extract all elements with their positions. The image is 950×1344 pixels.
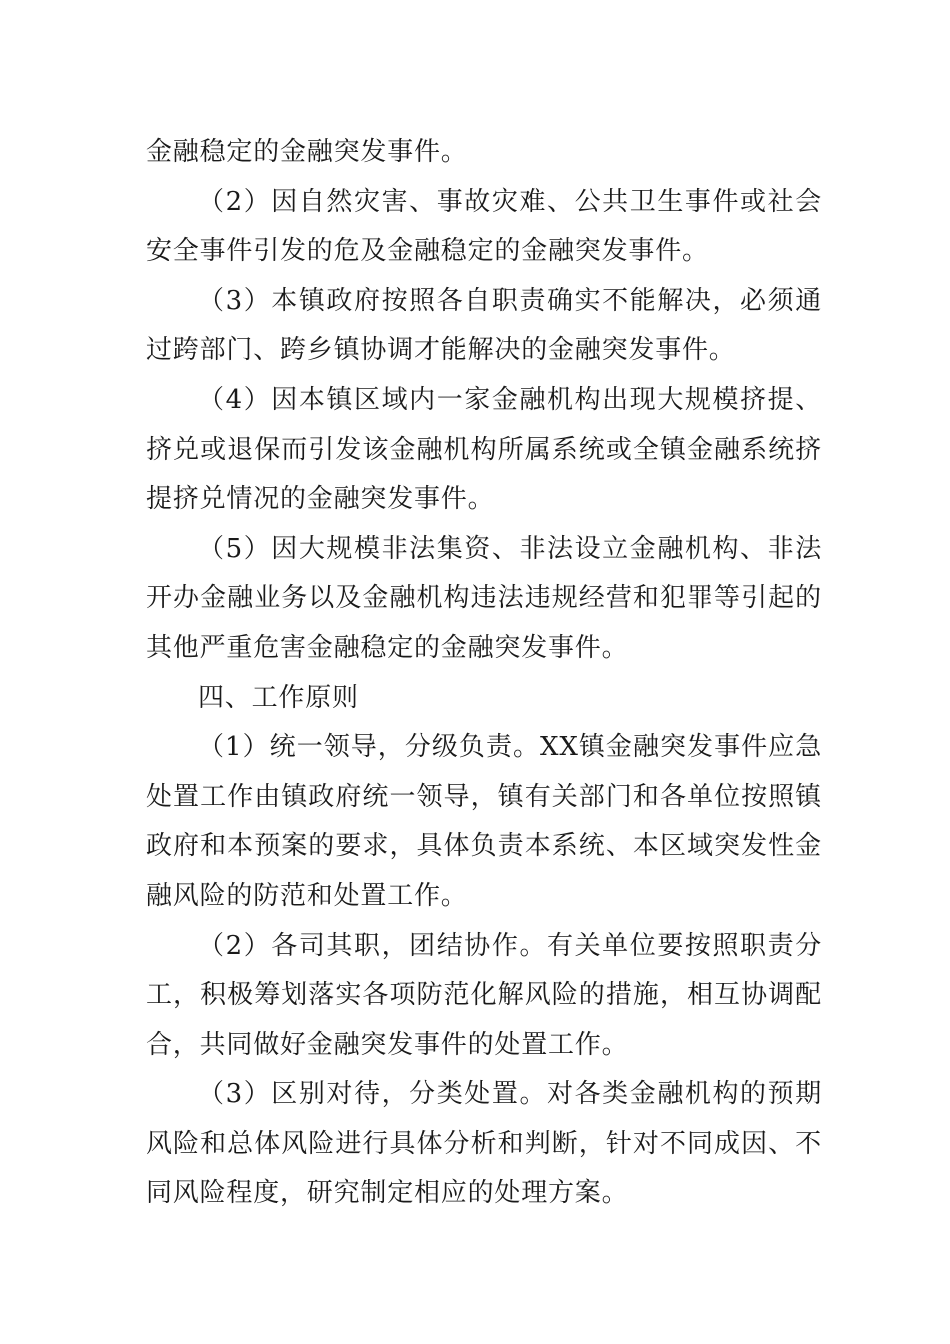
principle-item-3: （3）区别对待，分类处置。对各类金融机构的预期风险和总体风险进行具体分析和判断，针对不同成因、不同风险程度，研究制定相应的处理方案。: [146, 1079, 822, 1209]
section-heading-work-principles: 四、工作原则: [198, 682, 359, 713]
paragraph-item-4: （4）因本镇区域内一家金融机构出现大规模挤提、挤兑或退保而引发该金融机构所属系统或全镇金融系统挤提挤兑情况的金融突发事件。: [146, 384, 822, 515]
principle-item-2: （2）各司其职，团结协作。有关单位要按照职责分工，积极筹划落实各项防范化解风险的措施，相互协调配合，共同做好金融突发事件的处置工作。: [146, 930, 822, 1060]
principle-item-1: （1）统一领导，分级负责。XX镇金融突发事件应急处置工作由镇政府统一领导，镇有关部门和各单位按照镇政府和本预案的要求，具体负责本系统、本区域突发性金融风险的防范和处置工作。: [146, 732, 822, 911]
paragraph-continuation: 金融稳定的金融突发事件。: [146, 137, 468, 167]
document-body: [146, 128, 822, 1219]
paragraph-item-2: （2）因自然灾害、事故灾难、公共卫生事件或社会安全事件引发的危及金融稳定的金融突发事件。: [146, 186, 822, 267]
paragraph-item-3: （3）本镇政府按照各自职责确实不能解决，必须通过跨部门、跨乡镇协调才能解决的金融突发事件。: [146, 285, 822, 366]
paragraph-item-5: （5）因大规模非法集资、非法设立金融机构、非法开办金融业务以及金融机构违法违规经营和犯罪等引起的其他严重危害金融稳定的金融突发事件。: [146, 533, 822, 663]
